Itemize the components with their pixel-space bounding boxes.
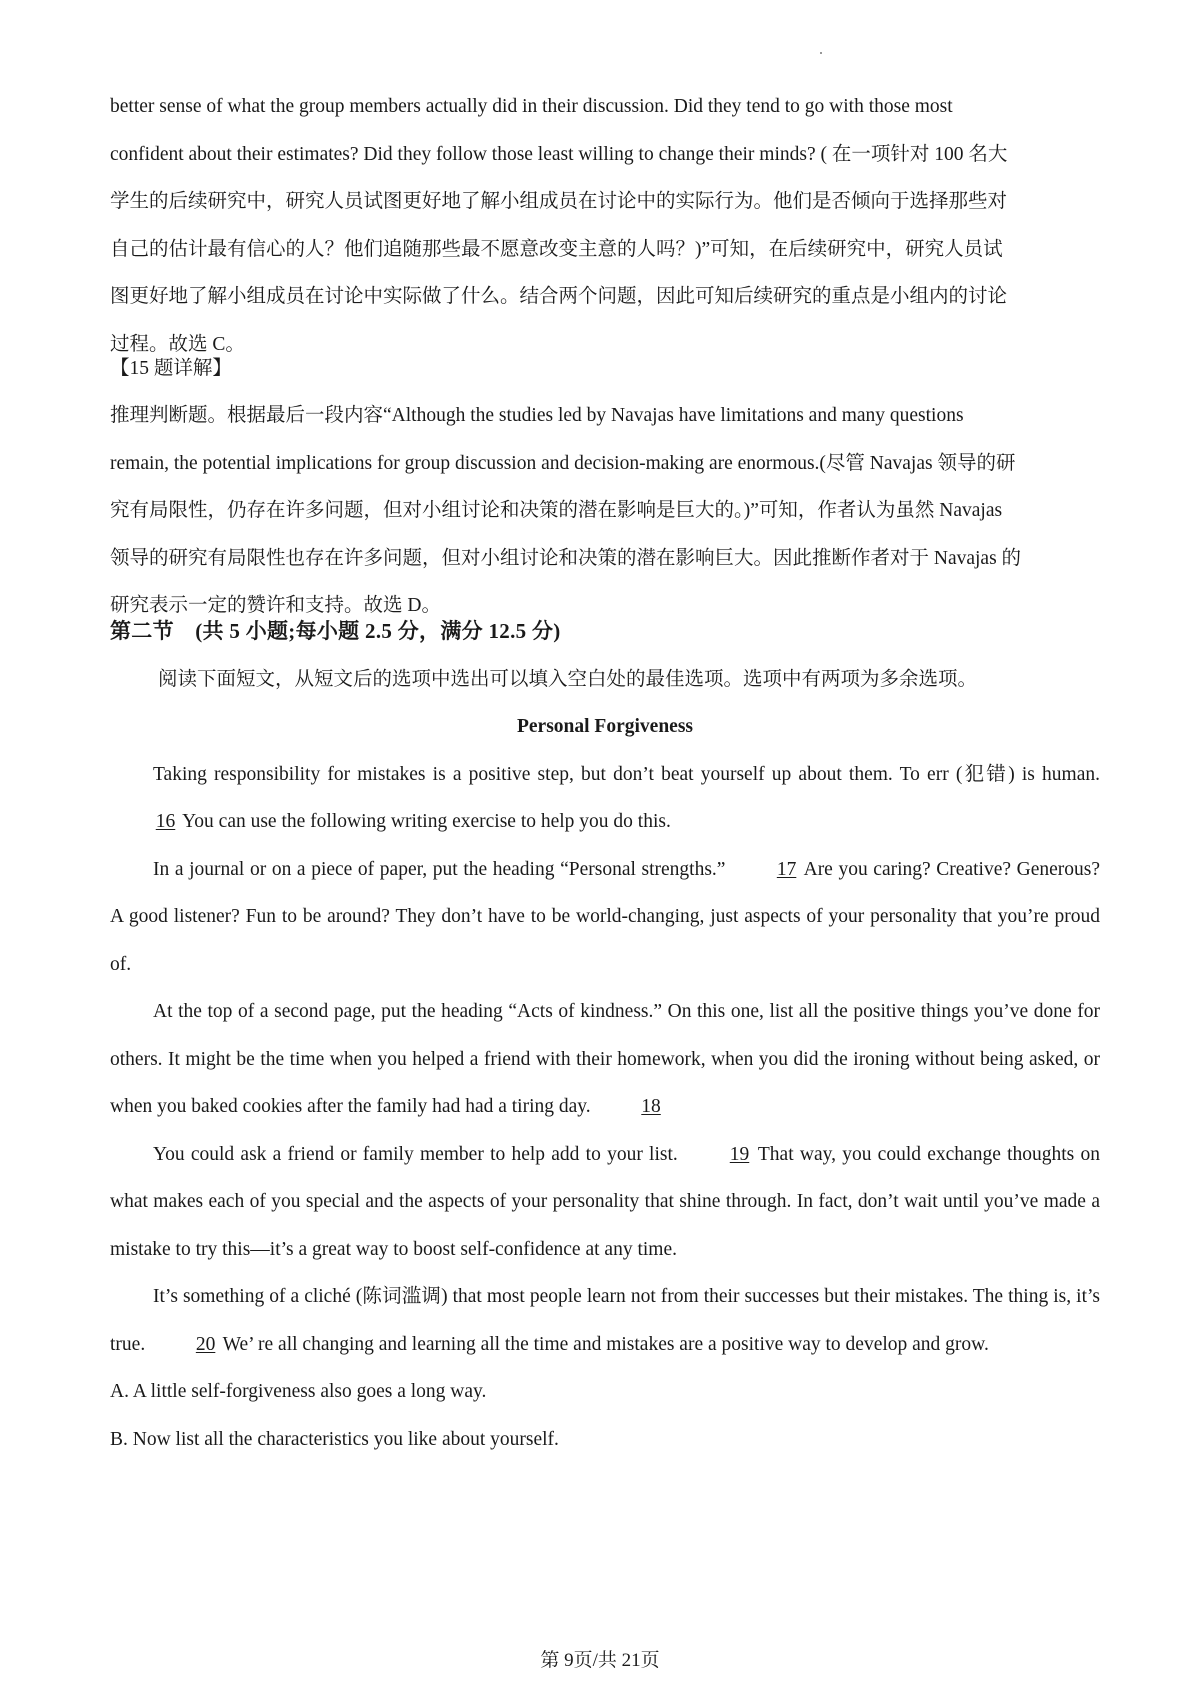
q14-explanation xyxy=(110,83,1100,368)
q15-line-2: remain, the potential implications for group discussion and decision-making are enormous.(尽管 Navajas 领导的研 xyxy=(110,452,1016,474)
blank-20: 20 xyxy=(195,1333,216,1355)
passage-paragraph-3 xyxy=(110,988,1100,1131)
paragraph-4-text-b: That way, you could exchange thoughts on what makes each of you special and the aspects of your personality that shine through. In fact, don’t wait until you’ve made a mistake to try this—it’s a great way to boost self-confidence at any time. xyxy=(110,1143,1100,1260)
passage-paragraph-1 xyxy=(110,751,1100,846)
paragraph-1-text-b: You can use the following writing exercise to help you do this. xyxy=(182,811,671,832)
option-b: B. Now list all the characteristics you like about yourself. xyxy=(110,1428,559,1450)
page-footer: 第 9页/共 21页 xyxy=(540,1650,660,1671)
q15-tag-wrap xyxy=(110,345,1100,393)
passage-paragraph-5 xyxy=(110,1273,1100,1368)
q14-line-1: better sense of what the group members actually did in their discussion. Did they tend to go with those most xyxy=(110,96,953,117)
paragraph-2-text-b: Are you caring? Creative? Generous? A good listener? Fun to be around? They don’t have to be world-changing, just aspects of your personality that you’re proud of. xyxy=(110,858,1100,975)
blank-16: 16 xyxy=(155,811,176,832)
q15-line-1: 推理判断题。根据最后一段内容“Although the studies led by Navajas have limitations and many questions xyxy=(110,405,964,426)
passage-paragraph-2 xyxy=(110,846,1100,989)
q15-line-3: 究有局限性，仍存在许多问题，但对小组讨论和决策的潜在影响是巨大的。)”可知，作者认为虽然 Navajas xyxy=(110,500,1003,521)
section-two xyxy=(110,608,1100,1463)
q15-explanation xyxy=(110,392,1100,630)
paragraph-4-text-a: You could ask a friend or family member to help add to your list. xyxy=(153,1143,678,1165)
paragraph-3-text-a: At the top of a second page, put the heading “Acts of kindness.” On this one, list all the positive things you’ve done for others. It might be the time when you helped a friend with their homework, when you did the ironing without being asked, or when you baked cookies after the family had had a tiring day. xyxy=(110,1001,1100,1117)
paragraph-5-text-b: We’ re all changing and learning all the time and mistakes are a positive way to develop and grow. xyxy=(222,1333,989,1355)
q14-line-5: 图更好地了解小组成员在讨论中实际做了什么。结合两个问题，因此可知后续研究的重点是小组内的讨论 xyxy=(110,286,1008,307)
section-instruction: 阅读下面短文，从短文后的选项中选出可以填入空白处的最佳选项。选项中有两项为多余选项。 xyxy=(158,668,978,690)
q14-line-6: 过程。故选 C。 xyxy=(110,333,245,355)
q14-line-3: 学生的后续研究中，研究人员试图更好地了解小组成员在讨论中的实际行为。他们是否倾向于选择那些对 xyxy=(110,191,1008,212)
q14-line-4: 自己的估计最有信心的人？他们追随那些最不愿意改变主意的人吗？)”可知，在后续研究中，研究人员试 xyxy=(110,238,1003,260)
paragraph-1-text-a: Taking responsibility for mistakes is a positive step, but don’t beat yourself up about them. To err (犯错) is human. xyxy=(153,763,1100,785)
q15-line-4: 领导的研究有局限性也存在许多问题，但对小组讨论和决策的潜在影响巨大。因此推断作者对于 Navajas 的 xyxy=(110,547,1022,569)
passage-title: Personal Forgiveness xyxy=(516,716,693,737)
section-heading: 第二节 (共 5 小题;每小题 2.5 分，满分 12.5 分) xyxy=(110,619,561,643)
q14-line-2: confident about their estimates? Did they follow those least willing to change their minds? ( 在一项针对 100 名大 xyxy=(110,143,1008,165)
blank-18: 18 xyxy=(641,1096,661,1117)
passage-paragraph-4 xyxy=(110,1131,1100,1274)
blank-17: 17 xyxy=(776,858,797,880)
option-a: A. A little self-forgiveness also goes a long way. xyxy=(110,1381,487,1402)
q15-tag: 【15 题详解】 xyxy=(110,358,232,379)
scan-speck xyxy=(820,52,822,54)
blank-19: 19 xyxy=(729,1143,750,1165)
paragraph-5-text-a: It’s something of a cliché (陈词滥调) that most people learn not from their successes but their mistakes. The thing is, it’s true. xyxy=(110,1286,1100,1355)
paragraph-2-text-a: In a journal or on a piece of paper, put the heading “Personal strengths.” xyxy=(153,858,726,880)
q15-line-5: 研究表示一定的赞许和支持。故选 D。 xyxy=(110,595,441,616)
